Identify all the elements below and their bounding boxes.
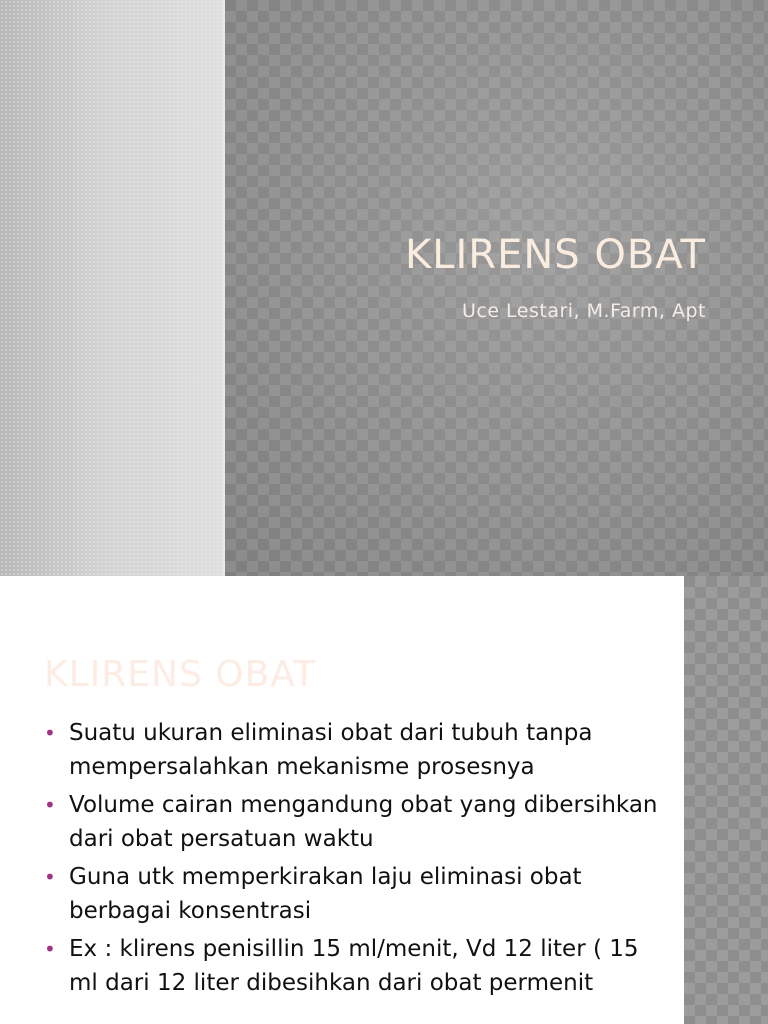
bullet-icon: • xyxy=(44,793,56,817)
bullet-list xyxy=(44,716,664,1004)
title-slide-right-panel xyxy=(225,0,768,576)
list-item-text: Suatu ukuran eliminasi obat dari tubuh tanpa mempersalahkan mekanisme prosesnya xyxy=(69,720,593,780)
content-slide-side-stripe xyxy=(684,576,768,1024)
title-slide-author: Uce Lestari, M.Farm, Apt xyxy=(461,300,706,322)
list-item-text: Guna utk memperkirakan laju eliminasi obat berbagai konsentrasi xyxy=(69,864,582,924)
bullet-icon: • xyxy=(44,721,56,745)
list-item xyxy=(44,932,664,1000)
title-slide-heading: KLIRENS OBAT xyxy=(404,232,706,278)
list-item-text: Ex : klirens penisillin 15 ml/menit, Vd 12 liter ( 15 ml dari 12 liter dibesihkan dari obat permenit xyxy=(69,936,639,996)
list-item xyxy=(44,788,664,856)
title-slide-left-panel xyxy=(0,0,223,576)
content-slide xyxy=(0,576,768,1024)
bullet-icon: • xyxy=(44,865,56,889)
list-item xyxy=(44,716,664,784)
list-item-text: Volume cairan mengandung obat yang dibersihkan dari obat persatuan waktu xyxy=(69,792,658,852)
list-item xyxy=(44,860,664,928)
content-slide-heading: KLIRENS OBAT xyxy=(44,654,317,695)
bullet-icon: • xyxy=(44,937,56,961)
